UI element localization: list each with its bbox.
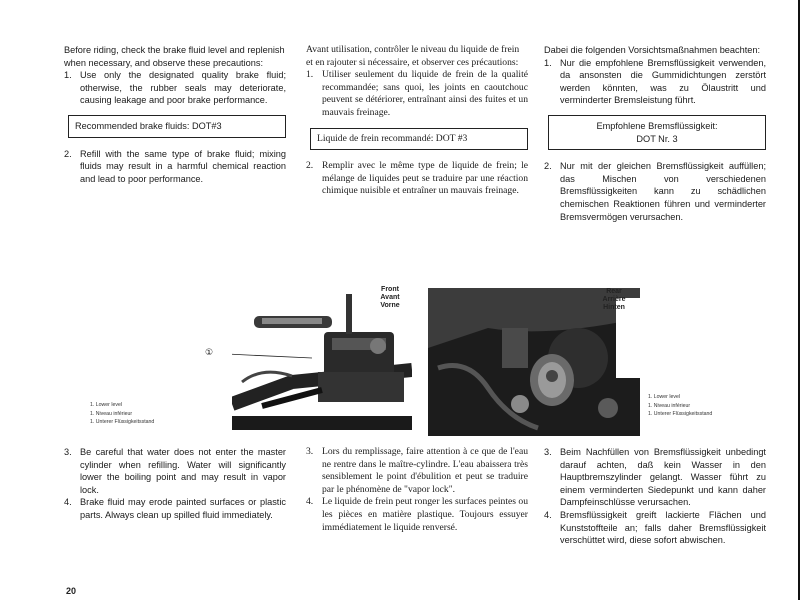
item-text: Le liquide de frein peut ronger les surfaces peintes ou les pièces en matière plastique. Toujours essuyer immédiatement le liquide renversé. bbox=[322, 496, 528, 533]
item-text: Lors du remplissage, faire attention à ce que de l'eau ne rentre dans le maître-cylindre. L'eau abaissera très sensiblement le point d'ébulition et peut se traduire par le phénomène de "vapor lock". bbox=[322, 446, 528, 495]
rear-label-de: Hinten bbox=[603, 304, 625, 311]
english-box-text: Recommended brake fluids: DOT#3 bbox=[75, 120, 222, 131]
french-item-4 bbox=[306, 496, 528, 534]
item-text: Brake fluid may erode painted surfaces or plastic parts. Always clean up spilled fluid immediately. bbox=[80, 497, 286, 520]
item-text: Nur die empfohlene Bremsflüssigkeit verwenden, da ansonsten die Gummidichtungen zerstört werden könnten, was zu Ölaustritt und verminderter Bremsleistung führt. bbox=[560, 57, 766, 106]
front-legend bbox=[90, 401, 220, 427]
english-item-4 bbox=[64, 496, 286, 521]
french-column-bottom bbox=[306, 446, 528, 534]
front-legend-de: 1. Unterer Flüssigkeitsstand bbox=[90, 419, 155, 426]
german-column-bottom bbox=[544, 446, 766, 547]
item-text: Remplir avec le même type de liquide de frein; le mélange de liquides peut se traduire par une réaction chimique nuisible et entraîner un mauvais freinage. bbox=[322, 160, 528, 197]
english-item-3 bbox=[64, 446, 286, 496]
front-legend-fr: 1. Niveau inférieur bbox=[90, 410, 133, 417]
item-text: Refill with the same type of brake fluid; mixing fluids may result in a harmful chemical reaction and lead to poor performance. bbox=[80, 148, 286, 184]
german-item-3 bbox=[544, 446, 766, 509]
item-number: 1. bbox=[306, 69, 314, 81]
german-item-1 bbox=[544, 57, 766, 107]
front-label-de: Vorne bbox=[380, 302, 400, 309]
item-number: 2. bbox=[64, 148, 72, 159]
rear-legend-fr: 1. Niveau inférieur bbox=[648, 402, 691, 409]
item-number: 4. bbox=[306, 496, 314, 508]
item-number: 3. bbox=[544, 447, 552, 457]
german-recommended-box bbox=[548, 115, 766, 150]
item-number: 2. bbox=[544, 161, 552, 172]
english-recommended-box bbox=[68, 115, 286, 138]
item-text: Use only the designated quality brake fluid; otherwise, the rubber seals may deteriorate, causing leakage and poor brake performance. bbox=[80, 70, 286, 106]
page-number: 20 bbox=[66, 586, 77, 596]
front-legend-en: 1. Lower level bbox=[90, 402, 123, 408]
french-recommended-box bbox=[310, 128, 528, 151]
english-column-bottom bbox=[64, 446, 286, 522]
french-box-text: Liquide de frein recommandé: DOT #3 bbox=[317, 132, 468, 144]
front-label bbox=[366, 286, 414, 310]
item-text: Be careful that water does not enter the master cylinder when refilling. Water will significantly lower the boiling point and may result in vapor lock. bbox=[80, 447, 286, 495]
item-text: Nur mit der gleichen Bremsflüssigkeit auffüllen; das Mischen von verschiedenen Bremsflüssigkeiten kann zu schädlichen chemischen Reaktionen führen und verminderter Bremsvermögen verursachen. bbox=[560, 161, 766, 222]
english-intro: Before riding, check the brake fluid level and replenish when necessary, and observe these precautions: bbox=[64, 45, 285, 68]
german-intro: Dabei die folgenden Vorsichtsmaßnahmen beachten: bbox=[544, 45, 761, 55]
rear-legend bbox=[648, 393, 778, 419]
item-number: 3. bbox=[64, 447, 72, 457]
german-item-4 bbox=[544, 509, 766, 547]
rear-legend-en: 1. Lower level bbox=[648, 394, 681, 400]
rear-label-fr: Arrière bbox=[602, 296, 626, 303]
english-column-top bbox=[64, 44, 286, 185]
german-box-line-1: Empfohlene Bremsflüssigkeit: bbox=[596, 120, 718, 131]
front-label-fr: Avant bbox=[380, 294, 400, 301]
item-number: 1. bbox=[544, 57, 552, 68]
german-item-2 bbox=[544, 160, 766, 223]
item-number: 4. bbox=[544, 509, 552, 520]
german-column-top bbox=[544, 44, 766, 223]
french-item-3 bbox=[306, 446, 528, 496]
french-item-2 bbox=[306, 160, 528, 198]
french-item-1 bbox=[306, 69, 528, 119]
item-text: Bremsflüssigkeit greift lackierte Flächen und Kunststoffteile an; falls daher Bremsflüssigkeit verschüttet wird, diese sofort abwischen. bbox=[560, 509, 766, 546]
german-box-line-2: DOT Nr. 3 bbox=[636, 133, 678, 144]
front-label-en: Front bbox=[381, 286, 399, 293]
callout-number-1: ① bbox=[205, 348, 214, 358]
item-number: 1. bbox=[64, 70, 72, 81]
rear-legend-de: 1. Unterer Flüssigkeitsstand bbox=[648, 411, 713, 418]
french-column-top bbox=[306, 44, 528, 198]
french-intro: Avant utilisation, contrôler le niveau du liquide de frein et en rajouter si nécessaire, et observer ces précautions: bbox=[306, 44, 520, 68]
item-text: Beim Nachfüllen von Bremsflüssigkeit unbedingt darauf achten, daß kein Wasser in den Hauptbremszylinder gelangt. Wasser führt zu einem verminderten Siedepunkt und kann daher Dampfeinschlüsse verursachen. bbox=[560, 447, 766, 508]
english-item-2 bbox=[64, 148, 286, 186]
rear-label bbox=[588, 288, 640, 312]
item-number: 3. bbox=[306, 446, 314, 457]
english-item-1 bbox=[64, 69, 286, 107]
rear-label-en: Rear bbox=[606, 288, 622, 295]
item-number: 2. bbox=[306, 160, 314, 172]
item-text: Utiliser seulement du liquide de frein de la qualité recommandée; sans quoi, les joints en caoutchouc peuvent se détériorer, entraînant ainsi des fuites et un mauvais freinage. bbox=[322, 69, 528, 118]
item-number: 4. bbox=[64, 497, 72, 508]
